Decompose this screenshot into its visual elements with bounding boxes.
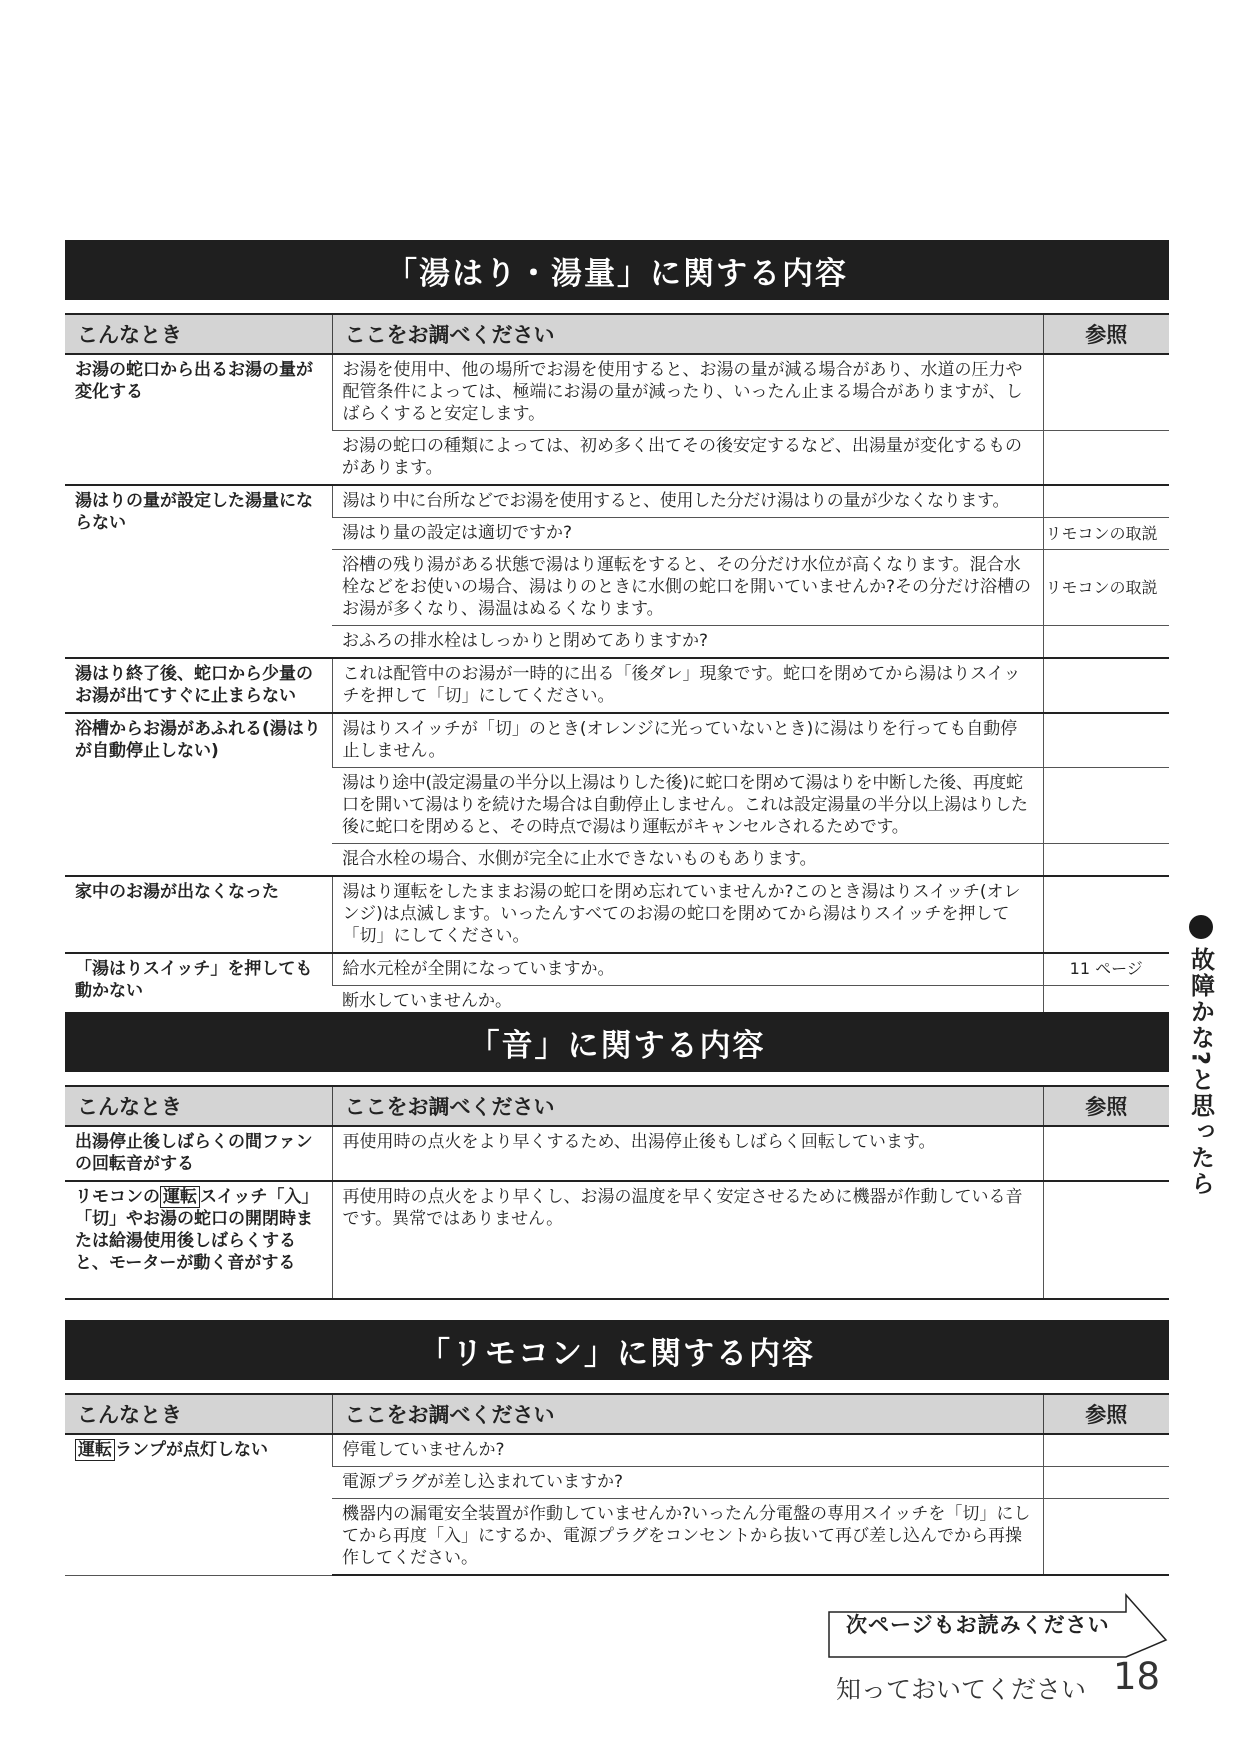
side-tab-label: 故障かな?と思ったら [1186,947,1215,1197]
check-cell: 電源プラグが差し込まれていますか? [332,1467,1043,1499]
ref-cell: リモコンの取説 [1043,518,1169,550]
ref-cell [1043,713,1169,768]
symptom-cell: 浴槽からお湯があふれる(湯はりが自動停止しない) [65,713,332,876]
troubleshoot-table [65,1085,1169,1300]
symptom-cell: お湯の蛇口から出るお湯の量が変化する [65,354,332,485]
check-cell: お湯の蛇口の種類によっては、初め多く出てその後安定するなど、出湯量が変化するものがあります。 [332,431,1043,486]
ref-cell [1043,354,1169,431]
header-when: こんなとき [65,1086,332,1126]
ref-cell [1043,1181,1169,1299]
symptom-cell: 出湯停止後しばらくの間ファンの回転音がする [65,1126,332,1181]
table-row [65,1434,1169,1467]
unten-switch-label: 運転 [160,1186,200,1208]
ref-cell [1043,485,1169,518]
symptom-text: ランプが点灯しない [115,1440,268,1460]
section-title: 「湯はり・湯量」に関する内容 [65,240,1169,300]
ref-cell [1043,1467,1169,1499]
ref-cell [1043,844,1169,877]
check-cell: おふろの排水栓はしっかりと閉めてありますか? [332,626,1043,659]
ref-cell [1043,768,1169,844]
table-row [65,876,1169,953]
symptom-cell: 「湯はりスイッチ」を押しても動かない [65,953,332,1018]
symptom-cell: 湯はりの量が設定した湯量にならない [65,485,332,658]
symptom-text: スイッチ「入」「切」やお湯の蛇口の開閉時または給湯使用後しばらくすると、モーターが動く音がする [75,1187,319,1273]
check-cell: 停電していませんか? [332,1434,1043,1467]
symptom-text: リモコンの [75,1187,160,1207]
header-check: ここをお調べください [332,1086,1043,1126]
bullet-dot-icon [1189,915,1213,939]
check-cell: 再使用時の点火をより早くし、お湯の温度を早く安定させるために機器が作動している音です。異常ではありません。 [332,1181,1043,1299]
ref-cell: 11 ページ [1043,953,1169,986]
table-row [65,658,1169,713]
table-row [65,485,1169,518]
check-cell: 湯はりスイッチが「切」のとき(オレンジに光っていないとき)に湯はりを行っても自動停止しません。 [332,713,1043,768]
symptom-cell [65,1181,332,1299]
ref-cell [1043,1126,1169,1181]
ref-cell [1043,431,1169,486]
check-cell: 湯はり途中(設定湯量の半分以上湯はりした後)に蛇口を閉めて湯はりを中断した後、再度蛇口を開いて湯はりを続けた場合は自動停止しません。これは設定湯量の半分以上湯はりした後に蛇口を閉めると、その時点で湯はり運転がキャンセルされるためです。 [332,768,1043,844]
table-row [65,1126,1169,1181]
header-when: こんなとき [65,1394,332,1434]
section-sound [65,1012,1169,1300]
table-row [65,354,1169,431]
check-cell: 浴槽の残り湯がある状態で湯はり運転をすると、その分だけ水位が高くなります。混合水栓などをお使いの場合、湯はりのときに水側の蛇口を開いていませんか?その分だけ浴槽のお湯が多くなり、湯温はぬるくなります。 [332,550,1043,626]
table-row [65,1181,1169,1299]
symptom-cell: 家中のお湯が出なくなった [65,876,332,953]
section-title: 「リモコン」に関する内容 [65,1320,1169,1380]
unten-lamp-label: 運転 [75,1439,115,1461]
header-ref: 参照 [1043,1086,1169,1126]
symptom-cell [65,1434,332,1575]
check-cell: 断水していませんか。 [332,986,1043,1019]
check-cell: 湯はり中に台所などでお湯を使用すると、使用した分だけ湯はりの量が少なくなります。 [332,485,1043,518]
table-row [65,713,1169,768]
table-row [65,953,1169,986]
section-remocon [65,1320,1169,1576]
section-yuhari [65,240,1169,1019]
section-title: 「音」に関する内容 [65,1012,1169,1072]
check-cell: 混合水栓の場合、水側が完全に止水できないものもあります。 [332,844,1043,877]
check-cell: 湯はり量の設定は適切ですか? [332,518,1043,550]
troubleshoot-table [65,313,1169,1019]
ref-cell [1043,626,1169,659]
check-cell: 再使用時の点火をより早くするため、出湯停止後もしばらく回転しています。 [332,1126,1043,1181]
ref-cell [1043,1499,1169,1576]
header-when: こんなとき [65,314,332,354]
check-cell: 給水元栓が全開になっていますか。 [332,953,1043,986]
header-check: ここをお調べください [332,1394,1043,1434]
page-number: 18 [1113,1655,1161,1698]
check-cell: これは配管中のお湯が一時的に出る「後ダレ」現象です。蛇口を閉めてから湯はりスイッチを押して「切」にしてください。 [332,658,1043,713]
check-cell: 機器内の漏電安全装置が作動していませんか?いったん分電盤の専用スイッチを「切」にしてから再度「入」にするか、電源プラグをコンセントから抜いて再び差し込んでから再操作してください。 [332,1499,1043,1576]
header-ref: 参照 [1043,1394,1169,1434]
ref-cell [1043,658,1169,713]
troubleshoot-table [65,1393,1169,1576]
check-cell: 湯はり運転をしたままお湯の蛇口を閉め忘れていませんか?このとき湯はりスイッチ(オレンジ)は点滅します。いったんすべてのお湯の蛇口を閉めてから湯はりスイッチを押して「切」にしてください。 [332,876,1043,953]
ref-cell [1043,876,1169,953]
next-page-label: 次ページもお読みください [846,1613,1110,1637]
check-cell: お湯を使用中、他の場所でお湯を使用すると、お湯の量が減る場合があり、水道の圧力や配管条件によっては、極端にお湯の量が減ったり、いったん止まる場合がありますが、しばらくすると安定します。 [332,354,1043,431]
side-index-tab [1184,915,1218,1197]
ref-cell [1043,1434,1169,1467]
header-ref: 参照 [1043,314,1169,354]
footer-label: 知っておいてください [836,1675,1087,1704]
ref-cell: リモコンの取説 [1043,550,1169,626]
symptom-cell: 湯はり終了後、蛇口から少量のお湯が出てすぐに止まらない [65,658,332,713]
header-check: ここをお調べください [332,314,1043,354]
